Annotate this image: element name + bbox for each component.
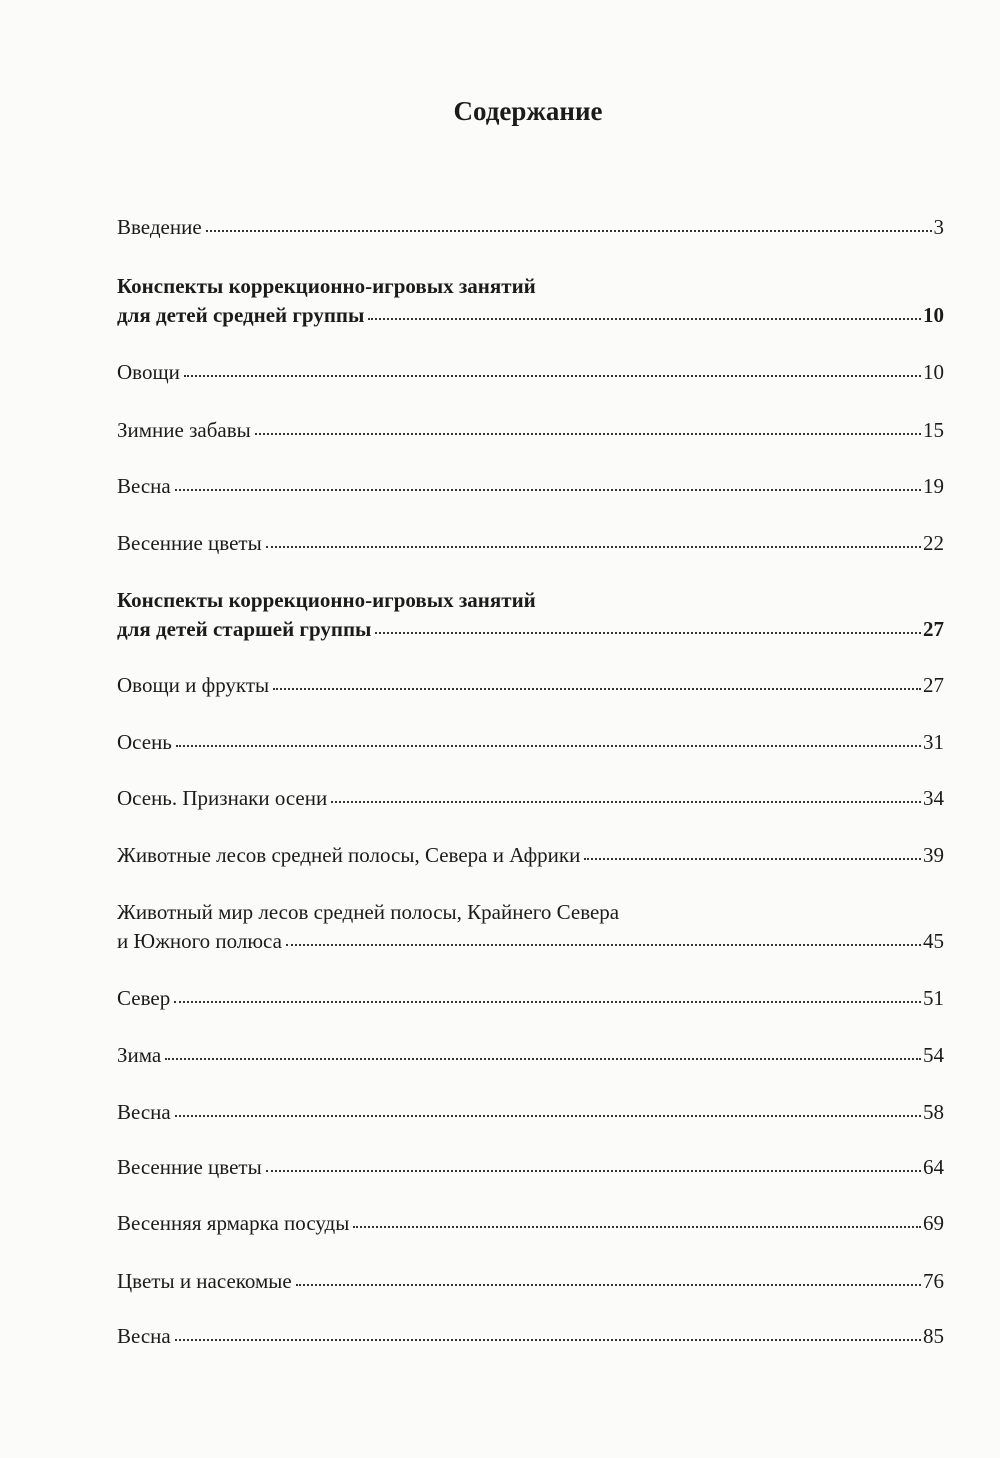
toc-entry <box>117 1267 944 1296</box>
leader-dots <box>375 631 921 634</box>
toc-entry-title: Цветы и насекомые <box>117 1269 292 1293</box>
toc-section-title-line2: для детей средней группы <box>117 303 365 327</box>
toc-entry-title-line1: Животный мир лесов средней полосы, Крайнего Севера <box>117 900 620 924</box>
leader-dots <box>368 317 921 320</box>
toc-page-number: 31 <box>923 730 944 754</box>
toc-entry-title: Весна <box>117 474 171 498</box>
toc-page-number: 15 <box>923 418 944 442</box>
leader-dots <box>175 488 921 491</box>
toc-page-number: 45 <box>923 929 944 953</box>
toc-section-senior-group <box>117 586 944 644</box>
toc-page-number: 34 <box>923 786 944 810</box>
leader-dots <box>266 545 921 548</box>
toc-entry-title: Весна <box>117 1324 171 1348</box>
toc-entry-title: Животные лесов средней полосы, Севера и Африки <box>117 843 581 867</box>
leader-dots <box>206 229 932 232</box>
toc-page-number: 76 <box>923 1269 944 1293</box>
toc-page-number: 3 <box>933 215 944 239</box>
toc-entry-title: Овощи <box>117 360 180 384</box>
toc-entry-title: Овощи и фрукты <box>117 673 270 697</box>
toc-entry <box>117 671 944 700</box>
leader-dots <box>165 1057 921 1060</box>
leader-dots <box>296 1283 921 1286</box>
leader-dots <box>584 857 921 860</box>
toc-entry <box>117 784 944 813</box>
toc-entry-intro <box>117 213 944 242</box>
leader-dots <box>286 943 921 946</box>
toc-section-title-line1: Конспекты коррекционно-игровых занятий <box>117 274 536 298</box>
page-title: Содержание <box>453 96 603 126</box>
leader-dots <box>174 1000 921 1003</box>
toc-entry-title: Весна <box>117 1100 171 1124</box>
toc-page-number: 64 <box>923 1155 944 1179</box>
toc-entry-title: Введение <box>117 215 202 239</box>
leader-dots <box>175 1114 921 1117</box>
toc-entry-title: Весенние цветы <box>117 1155 262 1179</box>
toc-entry <box>117 1209 944 1238</box>
leader-dots <box>184 374 921 377</box>
toc-page-number: 10 <box>923 360 944 384</box>
toc-entry-two-line <box>117 898 944 956</box>
leader-dots <box>175 1338 921 1341</box>
toc-page-number: 19 <box>923 474 944 498</box>
toc-entry-title-line2: и Южного полюса <box>117 929 282 953</box>
toc-page-number: 51 <box>923 986 944 1010</box>
toc-page-number: 54 <box>923 1043 944 1067</box>
toc-page-number: 39 <box>923 843 944 867</box>
toc-entry <box>117 472 944 501</box>
toc-page-number: 58 <box>923 1100 944 1124</box>
toc-entry <box>117 529 944 558</box>
toc-entry <box>117 984 944 1013</box>
toc-entry-title: Осень <box>117 730 172 754</box>
toc-entry <box>117 728 944 757</box>
leader-dots <box>255 432 921 435</box>
toc-page-number: 27 <box>923 617 944 641</box>
leader-dots <box>273 687 921 690</box>
leader-dots <box>353 1225 921 1228</box>
leader-dots <box>176 744 921 747</box>
toc-page-number: 10 <box>923 303 944 327</box>
toc-page-number: 85 <box>923 1324 944 1348</box>
toc-entry-title: Осень. Признаки осени <box>117 786 328 810</box>
toc-section-title-line1: Конспекты коррекционно-игровых занятий <box>117 588 536 612</box>
toc-entry-title: Зима <box>117 1043 162 1067</box>
toc-page-number: 27 <box>923 673 944 697</box>
toc-entry <box>117 1153 944 1182</box>
toc-entry-title: Север <box>117 986 171 1010</box>
toc-entry <box>117 358 944 387</box>
toc-entry-title: Зимние забавы <box>117 418 251 442</box>
toc-page-number: 69 <box>923 1211 944 1235</box>
toc-entry-title: Весенние цветы <box>117 531 262 555</box>
toc-entry <box>117 1322 944 1351</box>
toc-entry-title: Весенняя ярмарка посуды <box>117 1211 350 1235</box>
toc-section-middle-group <box>117 272 944 330</box>
toc-entry <box>117 841 944 870</box>
toc-entry <box>117 1041 944 1070</box>
toc-section-title-line2: для детей старшей группы <box>117 617 372 641</box>
leader-dots <box>266 1169 921 1172</box>
leader-dots <box>331 800 921 803</box>
toc-entry <box>117 416 944 445</box>
toc-entry <box>117 1098 944 1127</box>
toc-page-number: 22 <box>923 531 944 555</box>
